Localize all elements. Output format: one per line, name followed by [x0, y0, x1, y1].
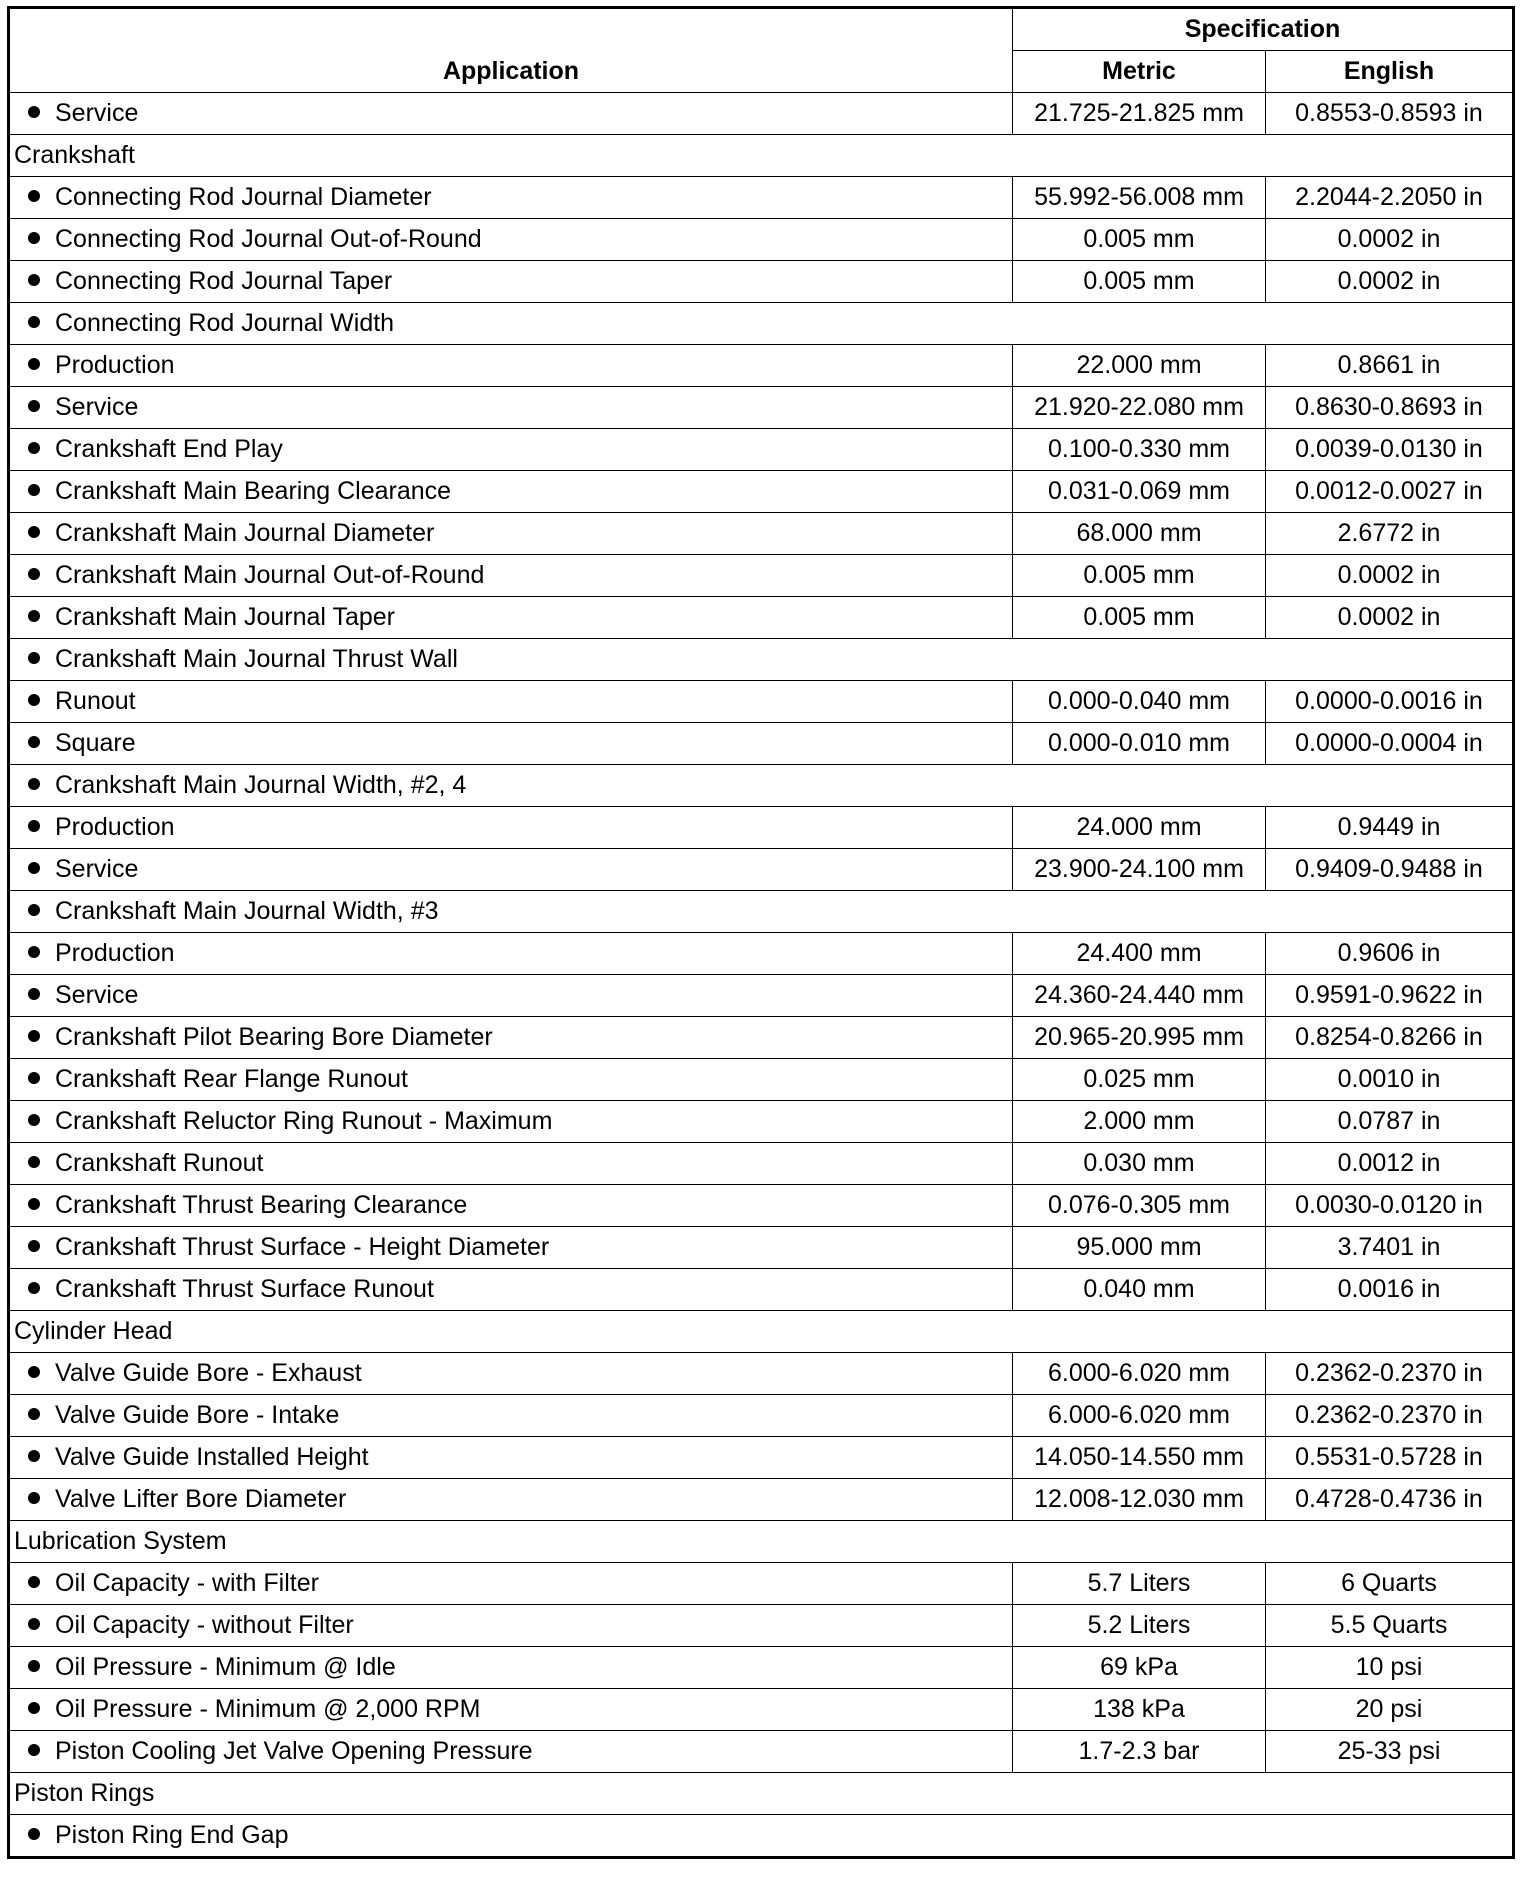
- application-label: Crankshaft Main Journal Width, #3: [55, 897, 439, 925]
- application-label: Crankshaft Main Journal Out-of-Round: [55, 561, 485, 589]
- application-label: Service: [55, 981, 139, 1009]
- table-row: [9, 429, 1514, 471]
- metric-value: 12.008-12.030 mm: [1013, 1479, 1266, 1521]
- bullet-icon: [28, 190, 40, 202]
- metric-value: 0.100-0.330 mm: [1013, 429, 1266, 471]
- metric-value: 1.7-2.3 bar: [1013, 1731, 1266, 1773]
- table-row: [9, 849, 1514, 891]
- application-cell: [9, 1647, 1013, 1689]
- application-cell: [9, 471, 1013, 513]
- metric-value: 0.005 mm: [1013, 597, 1266, 639]
- application-label: Crankshaft End Play: [55, 435, 283, 463]
- bullet-icon: [28, 1660, 40, 1672]
- bullet-icon: [28, 1618, 40, 1630]
- metric-value: 0.005 mm: [1013, 219, 1266, 261]
- section-row: [9, 1773, 1514, 1815]
- bullet-icon: [28, 1240, 40, 1252]
- application-cell: [9, 1689, 1013, 1731]
- table-row: [9, 1101, 1514, 1143]
- bullet-icon: [28, 1702, 40, 1714]
- application-label: Connecting Rod Journal Taper: [55, 267, 393, 295]
- metric-value: 0.031-0.069 mm: [1013, 471, 1266, 513]
- application-cell: [9, 1143, 1013, 1185]
- english-value: 0.2362-0.2370 in: [1266, 1395, 1514, 1437]
- header-row-top: [9, 8, 1514, 51]
- application-cell: [9, 303, 1514, 345]
- application-cell: [9, 219, 1013, 261]
- specification-header: Specification: [1013, 8, 1514, 51]
- table-body: [9, 93, 1514, 1858]
- application-label: Oil Pressure - Minimum @ 2,000 RPM: [55, 1695, 481, 1723]
- section-title: Cylinder Head: [9, 1311, 1514, 1353]
- bullet-icon: [28, 1156, 40, 1168]
- application-label: Oil Capacity - with Filter: [55, 1569, 319, 1597]
- english-value: 0.0002 in: [1266, 555, 1514, 597]
- table-row: [9, 765, 1514, 807]
- metric-value: 6.000-6.020 mm: [1013, 1353, 1266, 1395]
- table-row: [9, 723, 1514, 765]
- english-value: 0.9449 in: [1266, 807, 1514, 849]
- metric-value: 2.000 mm: [1013, 1101, 1266, 1143]
- application-cell: [9, 849, 1013, 891]
- english-value: 0.0002 in: [1266, 597, 1514, 639]
- section-title: Lubrication System: [9, 1521, 1514, 1563]
- english-value: 0.4728-0.4736 in: [1266, 1479, 1514, 1521]
- application-label: Connecting Rod Journal Width: [55, 309, 395, 337]
- application-cell: [9, 177, 1013, 219]
- section-row: [9, 1521, 1514, 1563]
- english-value: 0.2362-0.2370 in: [1266, 1353, 1514, 1395]
- english-value: 5.5 Quarts: [1266, 1605, 1514, 1647]
- application-cell: [9, 555, 1013, 597]
- metric-value: 0.040 mm: [1013, 1269, 1266, 1311]
- table-row: [9, 1227, 1514, 1269]
- english-value: 20 psi: [1266, 1689, 1514, 1731]
- metric-value: 20.965-20.995 mm: [1013, 1017, 1266, 1059]
- metric-value: 6.000-6.020 mm: [1013, 1395, 1266, 1437]
- application-cell: [9, 1395, 1013, 1437]
- application-label: Crankshaft Main Bearing Clearance: [55, 477, 452, 505]
- metric-value: 21.725-21.825 mm: [1013, 93, 1266, 135]
- application-label: Crankshaft Main Journal Thrust Wall: [55, 645, 458, 673]
- application-cell: [9, 1017, 1013, 1059]
- table-row: [9, 681, 1514, 723]
- application-cell: [9, 1227, 1013, 1269]
- bullet-icon: [28, 694, 40, 706]
- bullet-icon: [28, 610, 40, 622]
- metric-value: 24.000 mm: [1013, 807, 1266, 849]
- metric-value: 24.400 mm: [1013, 933, 1266, 975]
- bullet-icon: [28, 1576, 40, 1588]
- bullet-icon: [28, 1828, 40, 1840]
- english-value: 0.0010 in: [1266, 1059, 1514, 1101]
- table-row: [9, 1479, 1514, 1521]
- application-cell: [9, 345, 1013, 387]
- application-label: Production: [55, 351, 175, 379]
- bullet-icon: [28, 1408, 40, 1420]
- english-value: 0.0002 in: [1266, 261, 1514, 303]
- table-row: [9, 1563, 1514, 1605]
- metric-value: 0.005 mm: [1013, 555, 1266, 597]
- table-row: [9, 1143, 1514, 1185]
- bullet-icon: [28, 1744, 40, 1756]
- application-label: Crankshaft Main Journal Diameter: [55, 519, 435, 547]
- table-row: [9, 1437, 1514, 1479]
- application-cell: [9, 597, 1013, 639]
- metric-value: 5.2 Liters: [1013, 1605, 1266, 1647]
- english-value: 0.0012-0.0027 in: [1266, 471, 1514, 513]
- application-cell: [9, 1563, 1013, 1605]
- bullet-icon: [28, 1366, 40, 1378]
- bullet-icon: [28, 400, 40, 412]
- application-label: Piston Ring End Gap: [55, 1821, 289, 1849]
- bullet-icon: [28, 1114, 40, 1126]
- application-label: Crankshaft Reluctor Ring Runout - Maximum: [55, 1107, 553, 1135]
- application-cell: [9, 1101, 1013, 1143]
- application-label: Oil Pressure - Minimum @ Idle: [55, 1653, 396, 1681]
- table-row: [9, 1815, 1514, 1858]
- english-value: 0.0000-0.0016 in: [1266, 681, 1514, 723]
- application-label: Connecting Rod Journal Diameter: [55, 183, 432, 211]
- table-row: [9, 93, 1514, 135]
- application-cell: [9, 1185, 1013, 1227]
- application-cell: [9, 1731, 1013, 1773]
- table-row: [9, 261, 1514, 303]
- table-row: [9, 345, 1514, 387]
- application-cell: [9, 1815, 1514, 1858]
- section-row: [9, 135, 1514, 177]
- table-row: [9, 1017, 1514, 1059]
- table-row: [9, 1185, 1514, 1227]
- metric-value: 69 kPa: [1013, 1647, 1266, 1689]
- application-cell: [9, 933, 1013, 975]
- bullet-icon: [28, 274, 40, 286]
- bullet-icon: [28, 442, 40, 454]
- bullet-icon: [28, 1072, 40, 1084]
- bullet-icon: [28, 1282, 40, 1294]
- table-row: [9, 513, 1514, 555]
- english-value: 2.2044-2.2050 in: [1266, 177, 1514, 219]
- application-label: Service: [55, 393, 139, 421]
- table-row: [9, 387, 1514, 429]
- bullet-icon: [28, 358, 40, 370]
- english-value: 0.8661 in: [1266, 345, 1514, 387]
- table-row: [9, 807, 1514, 849]
- application-label: Piston Cooling Jet Valve Opening Pressure: [55, 1737, 533, 1765]
- application-cell: [9, 387, 1013, 429]
- application-label: Crankshaft Pilot Bearing Bore Diameter: [55, 1023, 493, 1051]
- bullet-icon: [28, 778, 40, 790]
- application-label: Oil Capacity - without Filter: [55, 1611, 354, 1639]
- section-title: Crankshaft: [9, 135, 1514, 177]
- table-row: [9, 891, 1514, 933]
- application-label: Crankshaft Runout: [55, 1149, 264, 1177]
- bullet-icon: [28, 568, 40, 580]
- specification-table: [7, 6, 1515, 1859]
- metric-value: 21.920-22.080 mm: [1013, 387, 1266, 429]
- table-row: [9, 555, 1514, 597]
- metric-value: 5.7 Liters: [1013, 1563, 1266, 1605]
- application-cell: [9, 975, 1013, 1017]
- application-cell: [9, 429, 1013, 471]
- table-row: [9, 1647, 1514, 1689]
- table-row: [9, 177, 1514, 219]
- bullet-icon: [28, 652, 40, 664]
- application-label: Connecting Rod Journal Out-of-Round: [55, 225, 482, 253]
- metric-value: 24.360-24.440 mm: [1013, 975, 1266, 1017]
- table-row: [9, 975, 1514, 1017]
- application-header: Application: [9, 8, 1013, 93]
- bullet-icon: [28, 1198, 40, 1210]
- application-label: Crankshaft Main Journal Taper: [55, 603, 395, 631]
- application-label: Crankshaft Thrust Surface - Height Diameter: [55, 1233, 550, 1261]
- application-label: Crankshaft Thrust Bearing Clearance: [55, 1191, 468, 1219]
- english-value: 0.9409-0.9488 in: [1266, 849, 1514, 891]
- application-label: Valve Guide Bore - Exhaust: [55, 1359, 362, 1387]
- english-value: 0.0002 in: [1266, 219, 1514, 261]
- table-row: [9, 471, 1514, 513]
- application-label: Crankshaft Rear Flange Runout: [55, 1065, 408, 1093]
- english-value: 0.9606 in: [1266, 933, 1514, 975]
- application-label: Service: [55, 855, 139, 883]
- metric-value: 0.025 mm: [1013, 1059, 1266, 1101]
- bullet-icon: [28, 484, 40, 496]
- application-cell: [9, 1269, 1013, 1311]
- english-value: 3.7401 in: [1266, 1227, 1514, 1269]
- english-value: 0.9591-0.9622 in: [1266, 975, 1514, 1017]
- metric-value: 95.000 mm: [1013, 1227, 1266, 1269]
- english-value: 0.5531-0.5728 in: [1266, 1437, 1514, 1479]
- application-cell: [9, 807, 1013, 849]
- application-cell: [9, 891, 1514, 933]
- bullet-icon: [28, 1450, 40, 1462]
- table-row: [9, 639, 1514, 681]
- metric-value: 0.005 mm: [1013, 261, 1266, 303]
- metric-value: 0.000-0.010 mm: [1013, 723, 1266, 765]
- application-cell: [9, 513, 1013, 555]
- english-value: 2.6772 in: [1266, 513, 1514, 555]
- table-row: [9, 1605, 1514, 1647]
- bullet-icon: [28, 946, 40, 958]
- application-label: Crankshaft Thrust Surface Runout: [55, 1275, 434, 1303]
- table-row: [9, 1059, 1514, 1101]
- section-row: [9, 1311, 1514, 1353]
- application-cell: [9, 1479, 1013, 1521]
- metric-value: 68.000 mm: [1013, 513, 1266, 555]
- english-value: 6 Quarts: [1266, 1563, 1514, 1605]
- application-label: Valve Guide Installed Height: [55, 1443, 369, 1471]
- english-value: 0.0016 in: [1266, 1269, 1514, 1311]
- table-header: [9, 8, 1514, 93]
- application-cell: [9, 1353, 1013, 1395]
- bullet-icon: [28, 820, 40, 832]
- bullet-icon: [28, 736, 40, 748]
- application-cell: [9, 1437, 1013, 1479]
- table-row: [9, 1395, 1514, 1437]
- table-row: [9, 1689, 1514, 1731]
- bullet-icon: [28, 862, 40, 874]
- section-title: Piston Rings: [9, 1773, 1514, 1815]
- metric-value: 138 kPa: [1013, 1689, 1266, 1731]
- bullet-icon: [28, 988, 40, 1000]
- english-value: 0.8254-0.8266 in: [1266, 1017, 1514, 1059]
- english-value: 0.8553-0.8593 in: [1266, 93, 1514, 135]
- application-cell: [9, 765, 1514, 807]
- application-cell: [9, 261, 1013, 303]
- bullet-icon: [28, 232, 40, 244]
- application-label: Service: [55, 99, 139, 127]
- table-row: [9, 1731, 1514, 1773]
- english-value: 0.8630-0.8693 in: [1266, 387, 1514, 429]
- application-label: Production: [55, 813, 175, 841]
- table-row: [9, 303, 1514, 345]
- table-row: [9, 219, 1514, 261]
- application-label: Valve Lifter Bore Diameter: [55, 1485, 347, 1513]
- bullet-icon: [28, 316, 40, 328]
- english-value: 25-33 psi: [1266, 1731, 1514, 1773]
- application-cell: [9, 723, 1013, 765]
- english-value: 10 psi: [1266, 1647, 1514, 1689]
- application-cell: [9, 1605, 1013, 1647]
- bullet-icon: [28, 106, 40, 118]
- application-label: Valve Guide Bore - Intake: [55, 1401, 340, 1429]
- metric-value: 14.050-14.550 mm: [1013, 1437, 1266, 1479]
- application-label: Runout: [55, 687, 136, 715]
- application-label: Crankshaft Main Journal Width, #2, 4: [55, 771, 467, 799]
- metric-header: Metric: [1013, 51, 1266, 93]
- metric-value: 22.000 mm: [1013, 345, 1266, 387]
- metric-value: 0.000-0.040 mm: [1013, 681, 1266, 723]
- metric-value: 0.030 mm: [1013, 1143, 1266, 1185]
- metric-value: 55.992-56.008 mm: [1013, 177, 1266, 219]
- table-row: [9, 1269, 1514, 1311]
- bullet-icon: [28, 1030, 40, 1042]
- bullet-icon: [28, 526, 40, 538]
- table-row: [9, 1353, 1514, 1395]
- english-value: 0.0030-0.0120 in: [1266, 1185, 1514, 1227]
- english-value: 0.0000-0.0004 in: [1266, 723, 1514, 765]
- application-cell: [9, 93, 1013, 135]
- english-value: 0.0787 in: [1266, 1101, 1514, 1143]
- application-label: Production: [55, 939, 175, 967]
- table-row: [9, 597, 1514, 639]
- application-label: Square: [55, 729, 136, 757]
- application-cell: [9, 681, 1013, 723]
- table-row: [9, 933, 1514, 975]
- bullet-icon: [28, 904, 40, 916]
- application-cell: [9, 639, 1514, 681]
- english-value: 0.0012 in: [1266, 1143, 1514, 1185]
- bullet-icon: [28, 1492, 40, 1504]
- metric-value: 0.076-0.305 mm: [1013, 1185, 1266, 1227]
- english-header: English: [1266, 51, 1514, 93]
- application-cell: [9, 1059, 1013, 1101]
- english-value: 0.0039-0.0130 in: [1266, 429, 1514, 471]
- metric-value: 23.900-24.100 mm: [1013, 849, 1266, 891]
